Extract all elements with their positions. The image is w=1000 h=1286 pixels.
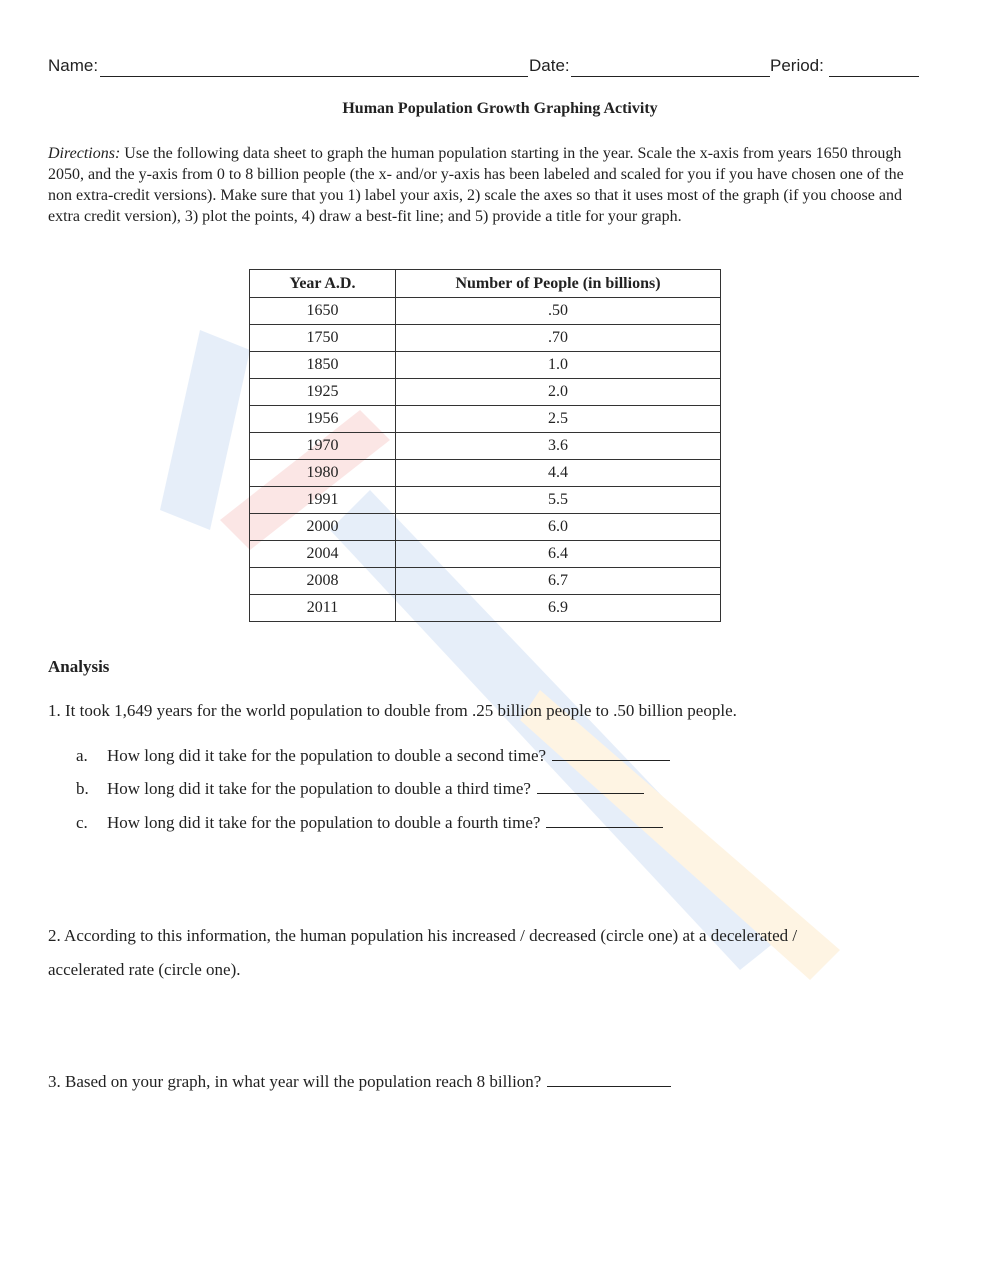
year-cell: 1850 [250, 352, 396, 379]
table-row [250, 487, 721, 514]
directions-paragraph [48, 143, 918, 227]
people-cell: 2.5 [396, 406, 721, 433]
table-row [250, 595, 721, 622]
year-cell: 1956 [250, 406, 396, 433]
period-label: Period: [770, 56, 824, 75]
year-cell: 2011 [250, 595, 396, 622]
year-cell: 1980 [250, 460, 396, 487]
question-1a-letter: a. [76, 746, 88, 765]
analysis-heading: Analysis [48, 657, 110, 676]
answer-1c-blank[interactable] [546, 813, 663, 828]
table-row [250, 514, 721, 541]
question-2-line2: accelerated rate (circle one). [48, 960, 241, 979]
people-cell: 3.6 [396, 433, 721, 460]
name-label: Name: [48, 56, 99, 75]
directions-text: Use the following data sheet to graph the human population starting in the year. Scale the x-axis from years 1650 through 2050, and the y-axis from 0 to 8 billion people (the x- and/or y-axis has been labeled and scaled for you if you have chosen one of the non extra-credit versions). Make sure that you 1) label your axis, 2) scale the axes so that it uses most of the graph (if you choose and extra credit version), 3) plot the points, 4) draw a best-fit line; and 5) provide a title for your graph. [48, 145, 904, 225]
year-cell: 1970 [250, 433, 396, 460]
table-row [250, 433, 721, 460]
year-cell: 2008 [250, 568, 396, 595]
people-cell: .50 [396, 298, 721, 325]
people-cell: 6.7 [396, 568, 721, 595]
year-cell: 1750 [250, 325, 396, 352]
col-header-people: Number of People (in billions) [396, 270, 721, 298]
table-row [250, 460, 721, 487]
question-1a-text: How long did it take for the population to double a second time? [107, 746, 547, 765]
table-row [250, 325, 721, 352]
question-1a [107, 746, 670, 766]
question-2-line1: 2. According to this information, the human population his increased / decreased (circle one) at a decelerated / [48, 926, 798, 945]
table-row [250, 298, 721, 325]
name-blank[interactable] [100, 76, 528, 77]
question-1c-letter: c. [76, 813, 88, 832]
question-3-text: 3. Based on your graph, in what year will the population reach 8 billion? [48, 1072, 542, 1091]
col-header-year: Year A.D. [250, 270, 396, 298]
date-blank[interactable] [571, 76, 770, 77]
year-cell: 2000 [250, 514, 396, 541]
question-1c [107, 813, 663, 833]
people-cell: 5.5 [396, 487, 721, 514]
year-cell: 1925 [250, 379, 396, 406]
question-1b-letter: b. [76, 779, 89, 798]
period-blank[interactable] [829, 76, 919, 77]
answer-1a-blank[interactable] [552, 746, 670, 761]
people-cell: 1.0 [396, 352, 721, 379]
people-cell: 6.9 [396, 595, 721, 622]
answer-3-blank[interactable] [547, 1072, 671, 1087]
people-cell: 2.0 [396, 379, 721, 406]
year-cell: 2004 [250, 541, 396, 568]
directions-label: Directions: [48, 145, 121, 162]
answer-1b-blank[interactable] [537, 779, 644, 794]
page-title: Human Population Growth Graphing Activity [342, 100, 658, 117]
question-1: 1. It took 1,649 years for the world population to double from .25 billion people to .50 billion people. [48, 701, 737, 720]
table-row [250, 379, 721, 406]
people-cell: 6.0 [396, 514, 721, 541]
question-3 [48, 1072, 671, 1092]
date-label: Date: [529, 56, 570, 75]
question-1c-text: How long did it take for the population to double a fourth time? [107, 813, 541, 832]
table-row [250, 352, 721, 379]
table-header-row [250, 270, 721, 298]
table-row [250, 568, 721, 595]
table-row [250, 406, 721, 433]
question-1b-text: How long did it take for the population to double a third time? [107, 779, 531, 798]
table-row [250, 541, 721, 568]
population-table [249, 269, 721, 622]
year-cell: 1991 [250, 487, 396, 514]
people-cell: 4.4 [396, 460, 721, 487]
people-cell: 6.4 [396, 541, 721, 568]
question-1b [107, 779, 644, 799]
year-cell: 1650 [250, 298, 396, 325]
people-cell: .70 [396, 325, 721, 352]
